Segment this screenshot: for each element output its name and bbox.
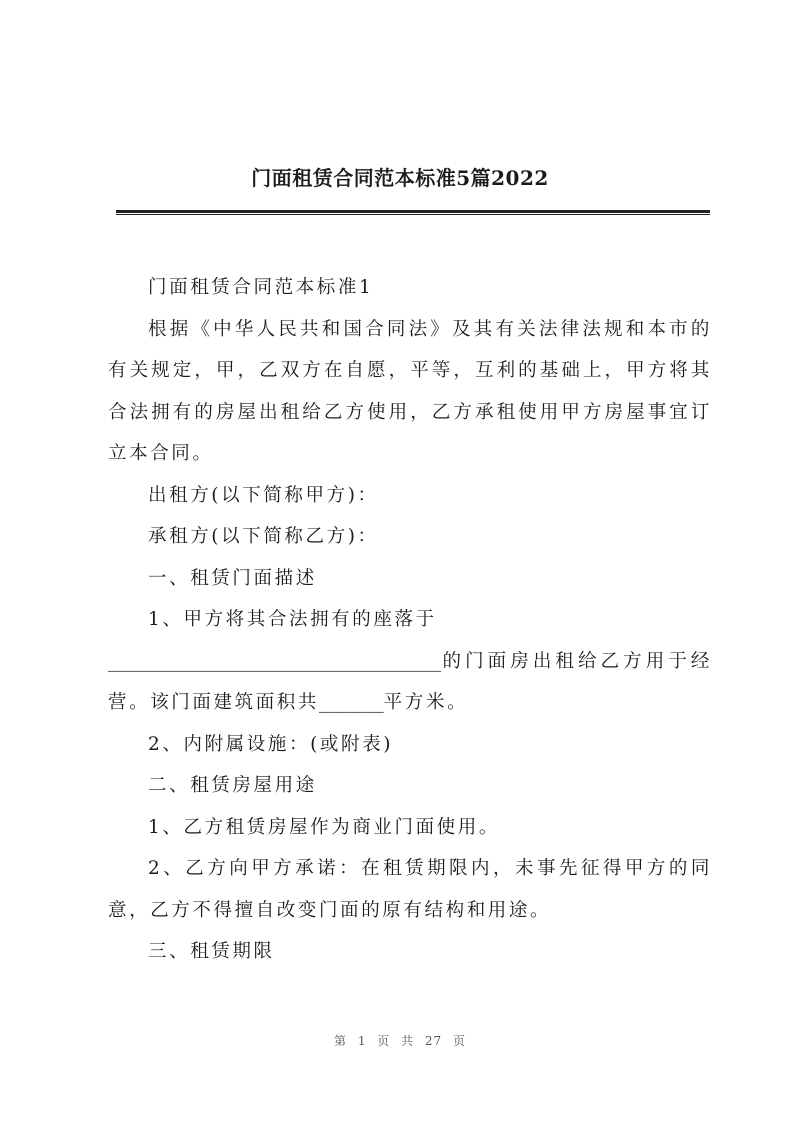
location-text-a: 的门面房出租给乙方用于经营。该门面建筑面积共 <box>108 650 712 713</box>
clause-item-location: 1、甲方将其合法拥有的座落于 <box>148 609 437 630</box>
title-divider <box>116 210 710 213</box>
clause-heading-term: 三、租赁期限 <box>148 941 275 962</box>
address-blank: ____________________________________ <box>108 650 441 672</box>
document-body <box>108 267 712 973</box>
lessee-line: 承租方(以下简称乙方)： <box>148 526 379 547</box>
preamble-paragraph: 根据《中华人民共和国合同法》及其有关法律法规和本市的有关规定，甲，乙双方在自愿，平等，互利的基础上，甲方将其合法拥有的房屋出租给乙方使用，乙方承租使用甲方房屋事宜订立本合同。 <box>108 318 712 464</box>
clause-heading-description: 一、租赁门面描述 <box>148 567 317 589</box>
clause-heading-usage: 二、租赁房屋用途 <box>148 775 317 796</box>
clause-item-usage-2: 2、乙方向甲方承诺：在租赁期限内，未事先征得甲方的同意，乙方不得擅自改变门面的原有结构和用途。 <box>108 858 712 921</box>
location-continuation <box>108 641 712 724</box>
location-text-b: 平方米。 <box>383 692 469 713</box>
clause-item-usage-1: 1、乙方租赁房屋作为商业门面使用。 <box>148 816 500 838</box>
page-footer: 第 1 页 共 27 页 <box>334 1034 466 1048</box>
lessor-line: 出租方(以下简称甲方)： <box>148 484 379 506</box>
area-blank: _______ <box>319 692 384 713</box>
clause-item-facilities: 2、内附属设施：(或附表) <box>148 733 394 755</box>
section-heading-contract-1: 门面租赁合同范本标准1 <box>148 277 374 298</box>
document-title: 门面租赁合同范本标准5篇2022 <box>251 166 549 190</box>
